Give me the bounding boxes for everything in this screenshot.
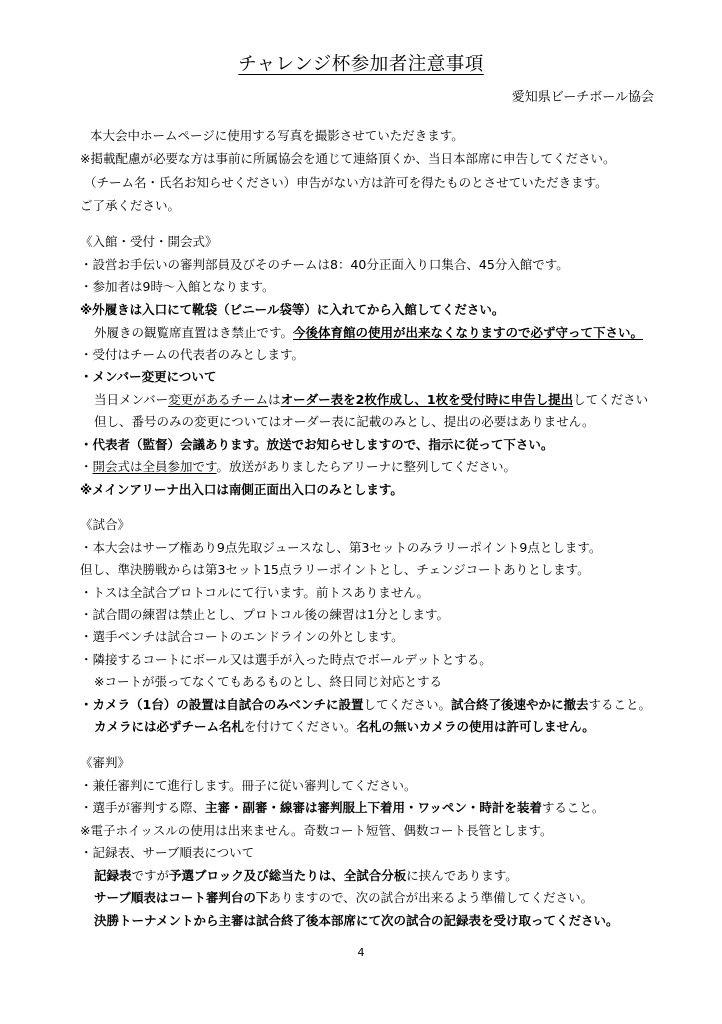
s1-line-6: ・メンバー変更について	[80, 369, 217, 384]
s1-line-4a: 外履きの観覧席直置はき禁止です。	[94, 325, 294, 340]
s3-line-7: 決勝トーナメントから主審は試合終了後本部席にて次の試合の記録表を受け取ってください。	[94, 913, 619, 928]
s1-line-10a: ・	[80, 459, 93, 474]
organization-name: 愛知県ビーチボール協会	[511, 90, 654, 105]
s3-line-4: ・記録表、サーブ順表について	[80, 845, 255, 860]
section-heading-referee: 《審判》	[80, 755, 131, 770]
s1-line-7c: は	[268, 392, 281, 407]
s3-line-5a: 記録表	[94, 868, 132, 883]
s3-line-5d: に挟んであります。	[406, 868, 518, 883]
s1-line-10	[80, 458, 516, 476]
s1-line-5: ・受付はチームの代表者のみとします。	[80, 347, 305, 362]
s3-line-2a: ・選手が審判する際、	[80, 800, 206, 815]
s1-line-7a: 当日メンバー	[94, 392, 169, 407]
s2-line-6: ・隣接するコートにボール又は選手が入った時点でボールデットとする。	[80, 652, 492, 667]
s3-line-2	[80, 799, 604, 817]
s3-line-5	[94, 867, 518, 885]
s2-line-9c: 名札の無いカメラの使用は許可しません。	[356, 719, 595, 734]
s1-line-9: ・代表者（監督）会議あります。放送でお知らせしますので、指示に従って下さい。	[80, 437, 554, 452]
s1-line-7b: 変更があるチーム	[168, 392, 269, 407]
s2-line-9a: カメラには必ずチーム名札	[94, 719, 245, 734]
s2-line-8a: ・カメラ（1台）の設置は自試合のみベンチに設置	[80, 697, 364, 712]
s1-line-7	[94, 391, 648, 409]
document-title	[0, 50, 722, 76]
s2-line-2: 但し、準決勝戦からは第3セット15点ラリーポイントとし、チェンジコートありとします。	[80, 562, 590, 577]
s3-line-6a: サーブ順表はコート審判台の下	[94, 890, 269, 905]
s2-line-8c: 試合終了後速やかに撤去	[450, 697, 589, 712]
s1-line-10c: 。放送がありましたらアリーナに整列してください。	[216, 459, 517, 474]
s1-line-7e: してください	[573, 392, 649, 407]
s3-line-2b: 主審・副審・線審は審判服上下着用・ワッペン・時計を装着	[205, 800, 542, 815]
s2-line-4: ・試合間の練習は禁止とし、プロトコル後の練習は1分とします。	[80, 607, 449, 622]
s2-line-8	[80, 696, 651, 714]
s1-line-3: ※外履きは入口にて靴袋（ビニール袋等）に入れてから入館してください。	[80, 302, 505, 317]
s2-line-9b: を付けてください。	[244, 719, 357, 734]
s1-line-1: ・設営お手伝いの審判部員及びそのチームは8：40分正面入り口集合、45分入館です。	[80, 257, 569, 272]
s2-line-9	[94, 718, 595, 736]
s3-line-5c: 予選ブロック及び総当たりは、全試合分板	[169, 868, 407, 883]
s2-line-7: ※コートが張ってなくてもあるものとし、終日同じ対応とする	[94, 674, 442, 689]
s3-line-5b: ですが	[131, 868, 170, 883]
intro-line-3: （チーム名・氏名お知らせください）申告がない方は許可を得たものとさせていただきます。	[84, 175, 608, 190]
s1-line-8: 但し、番号のみの変更についてはオーダー表に記載のみとし、提出の必要はありません。	[94, 414, 595, 429]
s1-line-2: ・参加者は9時～入館となります。	[80, 279, 275, 294]
s1-line-10b: 開会式は全員参加です	[92, 459, 217, 474]
intro-line-1: 本大会中ホームページに使用する写真を撮影させていただきます。	[90, 128, 464, 143]
s1-line-7d: オーダー表を2枚作成し、1枚を受付時に申告し提出	[280, 392, 574, 407]
intro-line-4: ご了承ください。	[80, 198, 181, 213]
section-heading-match: 《試合》	[80, 517, 131, 532]
intro-line-2: ※掲載配慮が必要な方は事前に所属協会を通じて連絡頂くか、当日本部席に申告してください。	[80, 151, 616, 166]
document-title-text: チャレンジ杯参加者注意事項	[238, 54, 484, 75]
s3-line-1: ・兼任審判にて進行します。冊子に従い審判してください。	[80, 778, 417, 793]
s2-line-5: ・選手ベンチは試合コートのエンドラインの外とします。	[80, 629, 404, 644]
s3-line-6b: ありますので、次の試合が出来るよう準備してください。	[268, 890, 594, 905]
s1-line-4b: 今後体育館の使用が出来なくなりますので必ず守って下さい。	[293, 325, 644, 340]
s3-line-2c: すること。	[541, 800, 605, 815]
s1-line-11: ※メインアリーナ出入口は南側正面出入口のみとします。	[80, 482, 403, 497]
s2-line-3: ・トスは全試合プロトコルにて行います。前トスありません。	[80, 585, 430, 600]
section-heading-entry: 《入館・受付・開会式》	[80, 234, 218, 249]
s3-line-6	[94, 889, 593, 907]
s1-line-4	[94, 324, 643, 342]
s2-line-1: ・本大会はサーブ権あり9点先取ジュースなし、第3セットのみラリーポイント9点とします。	[80, 540, 602, 555]
s3-line-3: ※電子ホイッスルの使用は出来ません。奇数コート短管、偶数コート長管とします。	[80, 823, 553, 838]
page-number: 4	[357, 946, 365, 959]
s2-line-8b: してください。	[363, 697, 451, 712]
s2-line-8d: すること。	[588, 697, 651, 712]
